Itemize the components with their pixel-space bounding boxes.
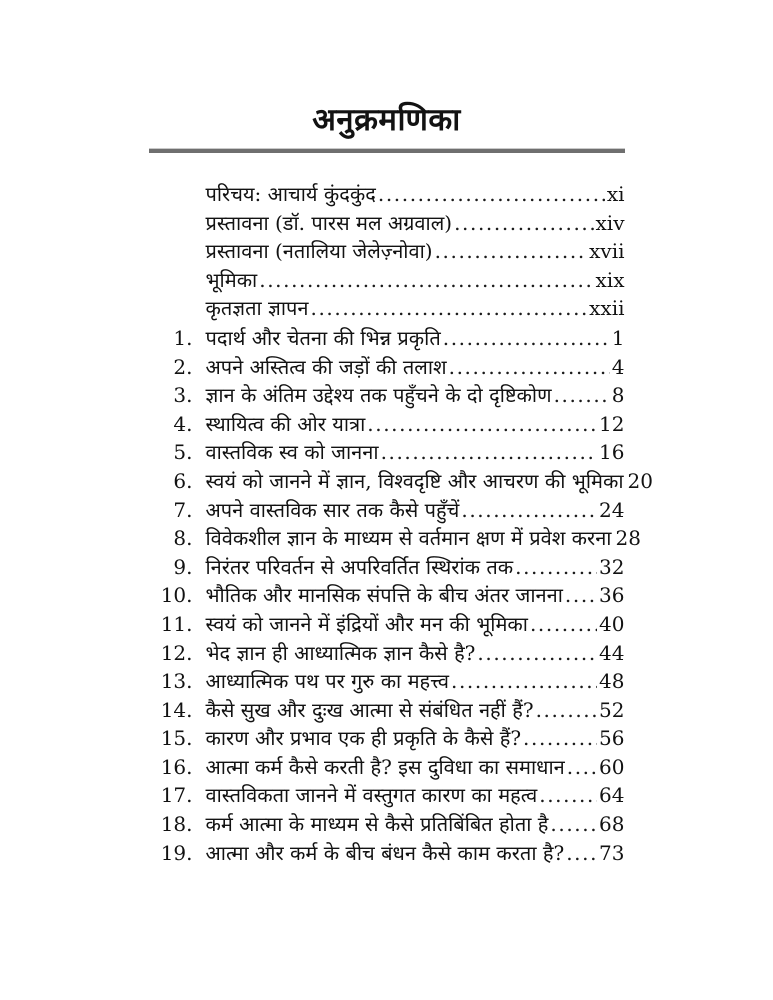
toc-entry-number: 19. bbox=[160, 840, 193, 865]
toc-entry-page: 32 bbox=[599, 554, 625, 579]
toc-entry-number: 14. bbox=[160, 697, 193, 722]
toc-entry-title: कारण और प्रभाव एक ही प्रकृति के कैसे हैं? bbox=[205, 726, 522, 751]
toc-entry-title: वास्तविक स्व को जानना bbox=[205, 440, 379, 465]
toc-entry-title: प्रस्तावना (डॉ. पारस मल अग्रवाल) bbox=[205, 210, 453, 235]
toc-entry-number: 16. bbox=[160, 754, 193, 779]
toc-entry-title: भूमिका bbox=[205, 267, 258, 292]
toc-entry-title: निरंतर परिवर्तन से अपरिवर्तित स्थिरांक तक bbox=[205, 554, 514, 579]
toc-entry-number: 8. bbox=[173, 526, 193, 551]
dot-leader bbox=[378, 182, 605, 206]
toc-entry-number: 18. bbox=[160, 812, 193, 837]
toc-entry bbox=[149, 209, 625, 238]
toc-entry-number: 17. bbox=[160, 783, 193, 808]
toc-entry-number: 3. bbox=[173, 383, 193, 408]
toc-entry-page: 16 bbox=[599, 440, 625, 465]
toc-entry bbox=[149, 353, 625, 382]
dot-leader bbox=[515, 555, 597, 579]
toc-entry-page: 73 bbox=[599, 840, 625, 865]
dot-leader bbox=[443, 326, 610, 350]
toc-entry bbox=[149, 294, 625, 323]
toc-entry bbox=[149, 667, 625, 696]
toc-entry-page: 28 bbox=[615, 526, 641, 551]
dot-leader bbox=[381, 440, 597, 464]
toc-entry bbox=[149, 237, 625, 266]
toc-entry bbox=[149, 781, 625, 810]
toc-entry bbox=[149, 266, 625, 295]
toc-entry-number: 1. bbox=[173, 325, 193, 350]
dot-leader bbox=[530, 612, 597, 636]
toc-entry-page: 36 bbox=[599, 583, 625, 608]
toc-entry-number: 4. bbox=[173, 411, 193, 436]
toc-entry-number: 6. bbox=[173, 468, 193, 493]
table-of-contents bbox=[149, 180, 653, 867]
toc-entry-number: 11. bbox=[160, 611, 193, 636]
toc-entry-title: अपने वास्तविक सार तक कैसे पहुँचें bbox=[205, 497, 460, 522]
dot-leader bbox=[449, 355, 610, 379]
toc-entry-title: परिचय: आचार्य कुंदकुंद bbox=[205, 182, 376, 206]
title-divider bbox=[149, 148, 625, 153]
toc-entry-title: प्रस्तावना (नतालिया जेलेज़्नोवा) bbox=[205, 239, 433, 264]
toc-entry-number: 9. bbox=[173, 554, 193, 579]
toc-entry-page: xix bbox=[595, 267, 625, 292]
toc-entry-number: 12. bbox=[160, 640, 193, 665]
toc-entry bbox=[149, 381, 625, 410]
dot-leader bbox=[536, 698, 597, 722]
dot-leader bbox=[567, 755, 597, 779]
dot-leader bbox=[565, 583, 597, 607]
dot-leader bbox=[435, 239, 588, 263]
toc-entry bbox=[149, 810, 625, 839]
toc-entry bbox=[149, 410, 625, 439]
dot-leader bbox=[451, 669, 597, 693]
toc-entry bbox=[149, 581, 625, 610]
dot-leader bbox=[367, 412, 597, 436]
toc-entry-title: कृतज्ञता ज्ञापन bbox=[205, 296, 309, 321]
toc-entry-title: आत्मा और कर्म के बीच बंधन कैसे काम करता है? bbox=[205, 840, 565, 865]
toc-entry-title: वास्तविकता जानने में वस्तुगत कारण का महत्व bbox=[205, 783, 538, 808]
dot-leader bbox=[259, 268, 593, 292]
toc-entry-page: 60 bbox=[599, 754, 625, 779]
toc-entry bbox=[149, 467, 653, 496]
toc-entry-number: 7. bbox=[173, 497, 193, 522]
toc-entry bbox=[149, 696, 625, 725]
toc-entry bbox=[149, 324, 625, 353]
toc-entry-page: xiv bbox=[595, 210, 625, 235]
toc-entry-title: भेद ज्ञान ही आध्यात्मिक ज्ञान कैसे है? bbox=[205, 640, 476, 665]
dot-leader bbox=[477, 641, 597, 665]
toc-entry bbox=[149, 180, 625, 209]
toc-entry-page: 48 bbox=[599, 669, 625, 694]
toc-entry-title: ज्ञान के अंतिम उद्देश्य तक पहुँचने के दो दृष्टिकोण bbox=[205, 383, 552, 408]
toc-entry-title: कर्म आत्मा के माध्यम से कैसे प्रतिबिंबित होता है bbox=[205, 812, 549, 837]
toc-entry-title: स्थायित्व की ओर यात्रा bbox=[205, 411, 366, 436]
toc-entry-page: xi bbox=[606, 182, 625, 206]
toc-entry-number: 10. bbox=[160, 583, 193, 608]
dot-leader bbox=[523, 726, 597, 750]
toc-entry-number: 5. bbox=[173, 440, 193, 465]
dot-leader bbox=[554, 383, 610, 407]
toc-entry bbox=[149, 496, 625, 525]
toc-entry-page: 4 bbox=[611, 354, 625, 379]
toc-entry bbox=[149, 610, 625, 639]
toc-entry-title: पदार्थ और चेतना की भिन्न प्रकृति bbox=[205, 325, 441, 350]
toc-entry-page: 44 bbox=[599, 640, 625, 665]
page-title: अनुक्रमणिका bbox=[312, 102, 461, 138]
toc-entry-title: कैसे सुख और दुःख आत्मा से संबंधित नहीं हैं? bbox=[205, 697, 534, 722]
toc-entry-page: 8 bbox=[611, 383, 625, 408]
toc-entry-title: स्वयं को जानने में इंद्रियों और मन की भूमिका bbox=[205, 611, 528, 636]
toc-entry-title: स्वयं को जानने में ज्ञान, विश्वदृष्टि और आचरण की भूमिका bbox=[205, 468, 624, 493]
toc-entry bbox=[149, 753, 625, 782]
toc-entry-title: अपने अस्तित्व की जड़ों की तलाश bbox=[205, 354, 447, 379]
front-matter-list bbox=[149, 180, 625, 323]
toc-entry-page: 52 bbox=[599, 697, 625, 722]
toc-entry-page: xxii bbox=[589, 296, 625, 321]
toc-entry-title: विवेकशील ज्ञान के माध्यम से वर्तमान क्षण में प्रवेश करना bbox=[205, 526, 612, 551]
toc-entry-title: आध्यात्मिक पथ पर गुरु का महत्त्व bbox=[205, 669, 450, 694]
toc-entry bbox=[149, 724, 625, 753]
toc-entry bbox=[149, 839, 625, 868]
toc-entry-number: 15. bbox=[160, 726, 193, 751]
toc-entry-title: आत्मा कर्म कैसे करती है? इस दुविधा का समाधान bbox=[205, 754, 565, 779]
toc-entry-number: 13. bbox=[160, 669, 193, 694]
toc-entry bbox=[149, 438, 625, 467]
toc-entry-page: 12 bbox=[599, 411, 625, 436]
dot-leader bbox=[550, 812, 597, 836]
toc-entry-number: 2. bbox=[173, 354, 193, 379]
dot-leader bbox=[310, 296, 587, 320]
toc-entry-page: xvii bbox=[589, 239, 625, 264]
dot-leader bbox=[539, 783, 597, 807]
toc-entry-title: भौतिक और मानसिक संपत्ति के बीच अंतर जानना bbox=[205, 583, 563, 608]
toc-entry-page: 1 bbox=[611, 325, 625, 350]
dot-leader bbox=[454, 211, 593, 235]
chapter-list bbox=[149, 324, 653, 867]
toc-entry bbox=[149, 524, 641, 553]
toc-entry-page: 20 bbox=[627, 468, 653, 493]
toc-entry bbox=[149, 639, 625, 668]
toc-entry-page: 24 bbox=[599, 497, 625, 522]
toc-entry bbox=[149, 553, 625, 582]
dot-leader bbox=[461, 498, 597, 522]
toc-entry-page: 64 bbox=[599, 783, 625, 808]
toc-entry-page: 56 bbox=[599, 726, 625, 751]
toc-entry-page: 40 bbox=[599, 611, 625, 636]
dot-leader bbox=[566, 841, 597, 865]
toc-entry-page: 68 bbox=[599, 812, 625, 837]
